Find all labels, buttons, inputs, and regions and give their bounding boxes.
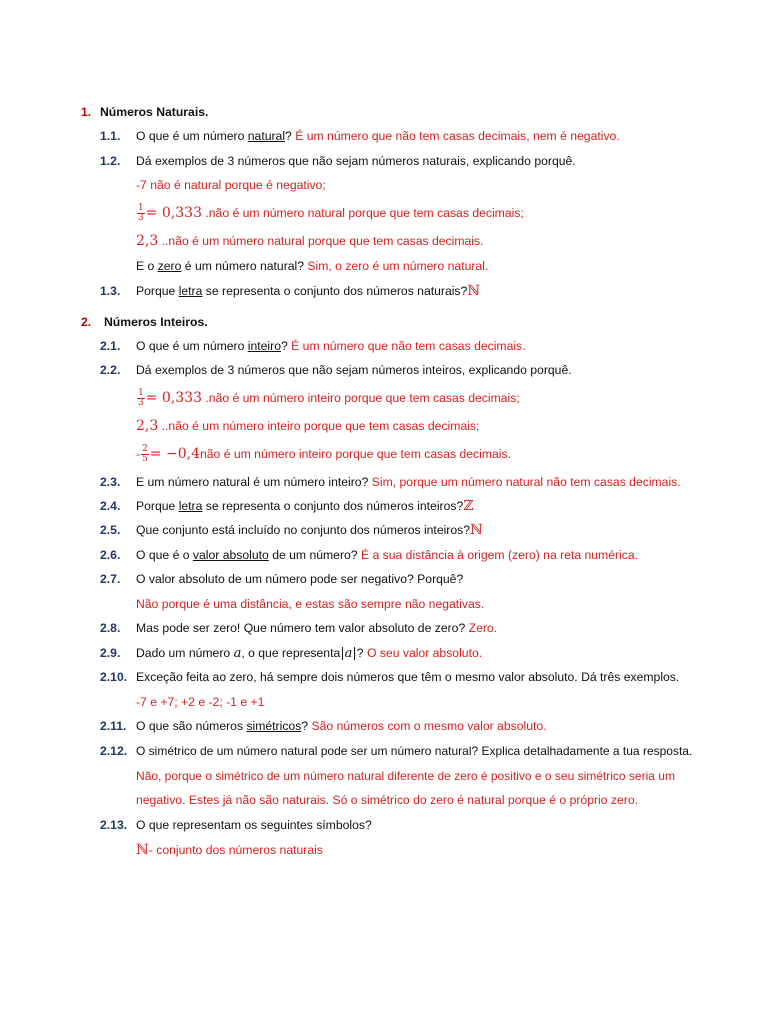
question-text: Porque letra se representa o conjunto dos números inteiros?ℤ [136, 498, 474, 514]
naturals-symbol: ℕ [136, 842, 149, 858]
question-text: O simétrico de um número natural pode ser um número natural? Explica detalhadamente a tua resposta. [136, 744, 693, 758]
question-text: E o zero é um número natural? Sim, o zero é um número natural. [136, 259, 489, 273]
question-number: 2.7. [100, 572, 121, 586]
answer-text: O seu valor absoluto. [366, 646, 483, 660]
naturals-symbol: ℕ [467, 283, 481, 299]
question-number: 2.2. [100, 363, 121, 377]
question-text: O que são números simétricos? São números com o mesmo valor absoluto. [136, 719, 547, 733]
question-number: 2.12. [100, 744, 128, 758]
answer-text: -7 não é natural porque é negativo; [136, 178, 326, 192]
question-number: 2.9. [100, 646, 121, 660]
question-text: Dado um número a, o que representa|a|? O seu valor absoluto. [136, 646, 483, 661]
section-number: 1. [81, 105, 92, 119]
question-2-5 [0, 521, 768, 539]
answer-1-2-c [0, 232, 768, 250]
question-number: 2.11. [100, 719, 127, 733]
question-text: Dá exemplos de 3 números que não sejam números naturais, explicando porquê. [136, 154, 576, 168]
question-text: Porque letra se representa o conjunto dos números naturais?ℕ [136, 283, 481, 299]
answer-text: É um número que não tem casas decimais, nem é negativo. [295, 129, 620, 143]
question-2-1 [0, 337, 768, 355]
answer-2-12-a [0, 767, 768, 785]
question-text: O valor absoluto de um número pode ser negativo? Porquê? [136, 572, 464, 586]
question-number: 2.6. [100, 548, 121, 562]
answer-text: É um número que não tem casas decimais. [291, 339, 526, 353]
answer-1-2-b [0, 204, 768, 222]
question-text: O que representam os seguintes símbolos? [136, 818, 372, 832]
answer-text: 2,3 ..não é um número natural porque que tem casas decimais. [136, 233, 484, 249]
question-2-11 [0, 717, 768, 735]
answer-1-2-a [0, 176, 768, 194]
answer-2-2-a [0, 389, 768, 407]
question-2-12 [0, 742, 768, 760]
section-title: Números Inteiros. [104, 315, 208, 329]
answer-text: Não, porque o simétrico de um número natural diferente de zero é positivo e o seu simétrico seria um [136, 769, 675, 783]
question-text: O que é um número natural? É um número que não tem casas decimais, nem é negativo. [136, 129, 620, 143]
question-number: 2.4. [100, 499, 121, 513]
question-text: Dá exemplos de 3 números que não sejam números inteiros, explicando porquê. [136, 363, 572, 377]
section-number: 2. [81, 315, 92, 329]
answer-2-2-b [0, 417, 768, 435]
question-text: E um número natural é um número inteiro? Sim, porque um número natural não tem casas decimais. [136, 475, 681, 489]
section-title: Números Naturais. [100, 105, 209, 119]
answer-text: Sim, porque um número natural não tem casas decimais. [371, 475, 681, 489]
question-2-2 [0, 361, 768, 379]
answer-text: ℕ- conjunto dos números naturais [136, 842, 323, 858]
fraction: $\frac{1}{3}$ [138, 203, 144, 224]
question-2-3 [0, 473, 768, 491]
answer-2-13 [0, 841, 768, 859]
question-2-10 [0, 668, 768, 686]
question-number: 2.13. [100, 818, 128, 832]
answer-text: É a sua distância à origem (zero) na reta numérica. [360, 548, 639, 562]
question-text: Que conjunto está incluído no conjunto dos números inteiros?ℕ [136, 522, 483, 538]
answer-text: -7 e +7; +2 e -2; -1 e +1 [136, 695, 265, 709]
fraction: $\frac{2}{5}$ [142, 444, 148, 465]
question-text: Mas pode ser zero! Que número tem valor absoluto de zero? Zero. [136, 621, 498, 635]
question-text: O que é o valor absoluto de um número? É a sua distância à origem (zero) na reta numérica. [136, 548, 639, 562]
answer-text: $\frac{1}{3}$ = 0,333 .não é um número natural porque que tem casas decimais; [138, 203, 524, 224]
question-text: Exceção feita ao zero, há sempre dois números que têm o mesmo valor absoluto. Dá três exemplos. [136, 670, 680, 684]
question-number: 2.5. [100, 523, 121, 537]
answer-text: Não porque é uma distância, e estas são sempre não negativas. [136, 597, 485, 611]
question-1-2-zero [0, 257, 768, 275]
question-1-3 [0, 282, 768, 300]
answer-text: negativo. Estes já não são naturais. Só o simétrico do zero é natural porque é o próprio zero. [136, 793, 639, 807]
section-1-heading [0, 103, 768, 121]
section-2-heading [0, 313, 768, 331]
integers-symbol: ℤ [463, 498, 474, 514]
question-number: 2.8. [100, 621, 121, 635]
question-number: 1.1. [100, 129, 121, 143]
answer-2-10 [0, 693, 768, 711]
question-2-13 [0, 816, 768, 834]
question-2-8 [0, 619, 768, 637]
question-2-6 [0, 546, 768, 564]
answer-text: 2,3 ..não é um número inteiro porque que tem casas decimais; [136, 418, 480, 434]
answer-text: Zero. [468, 621, 498, 635]
question-text: O que é um número inteiro? É um número que não tem casas decimais. [136, 339, 526, 353]
question-number: 1.2. [100, 154, 121, 168]
question-2-9 [0, 644, 768, 662]
question-number: 2.1. [100, 339, 121, 353]
question-number: 1.3. [100, 284, 121, 298]
question-2-7 [0, 570, 768, 588]
question-number: 2.3. [100, 475, 121, 489]
naturals-symbol: ℕ [470, 522, 483, 538]
answer-2-2-c [0, 445, 768, 463]
fraction: $\frac{1}{3}$ [138, 388, 144, 409]
answer-text: - $\frac{2}{5}$ = −0,4não é um número inteiro porque que tem casas decimais. [136, 444, 511, 465]
question-1-1 [0, 127, 768, 145]
question-1-2 [0, 152, 768, 170]
question-2-4 [0, 497, 768, 515]
answer-text: $\frac{1}{3}$ = 0,333 .não é um número inteiro porque que tem casas decimais; [138, 388, 520, 409]
question-number: 2.10. [100, 670, 128, 684]
answer-2-12-b [0, 791, 768, 809]
answer-text: São números com o mesmo valor absoluto. [311, 719, 547, 733]
answer-text: Sim, o zero é um número natural. [307, 259, 489, 273]
answer-2-7 [0, 595, 768, 613]
